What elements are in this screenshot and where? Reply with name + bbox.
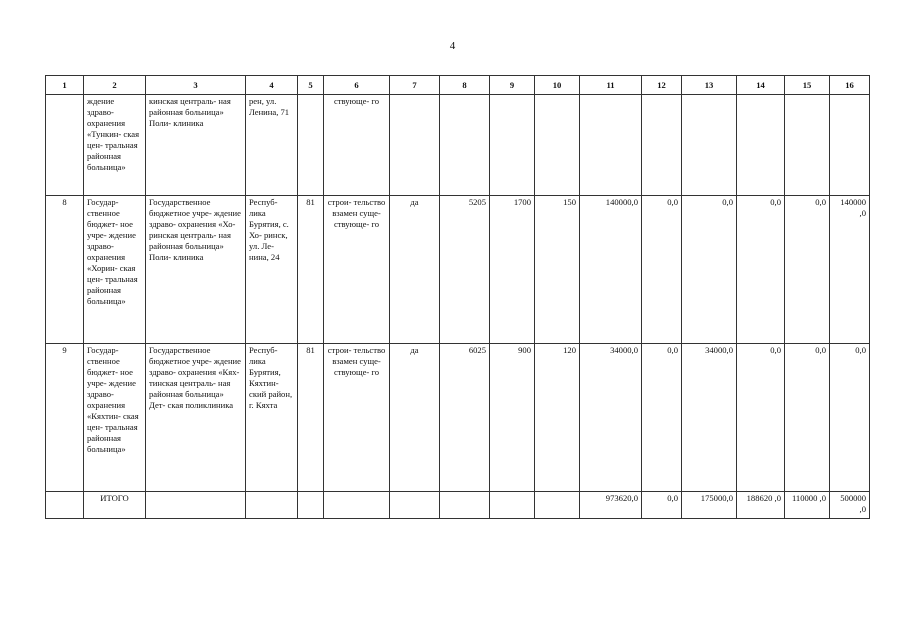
cell-number [46, 95, 84, 196]
cell-number [46, 492, 84, 519]
cell-amount [737, 95, 785, 196]
total-amount: 973620,0 [580, 492, 642, 519]
table-row [46, 344, 870, 492]
page-number: 4 [449, 40, 456, 52]
cell-value [440, 95, 490, 196]
cell-amount: 140000,0 [580, 196, 642, 344]
cell-amount: 0,0 [642, 344, 682, 492]
cell-amount: 0,0 [785, 344, 830, 492]
cell-empty [490, 492, 535, 519]
cell-object: Государственное бюджетное учре- ждение здраво- охранения «Хо- ринская централь- ная районная больница» Поли- клиника [146, 196, 246, 344]
cell-address: Респуб- лика Бурятия, Кяхтин- ский район, г. Кяхта [246, 344, 298, 492]
col-header: 5 [298, 76, 324, 95]
total-amount: 188620 ,0 [737, 492, 785, 519]
cell-value [535, 95, 580, 196]
investment-table [45, 75, 870, 519]
cell-empty [535, 492, 580, 519]
col-header: 9 [490, 76, 535, 95]
cell-institution: Государ- ственное бюджет- ное учре- ждение здраво- охранения «Кяхтин- ская цен- тральная районная больница» [84, 344, 146, 492]
cell-amount [580, 95, 642, 196]
cell-code: 81 [298, 196, 324, 344]
cell-amount [830, 95, 870, 196]
total-label: ИТОГО [84, 492, 146, 519]
cell-address: Респуб- лика Бурятия, с. Хо- ринск, ул. Ле- нина, 24 [246, 196, 298, 344]
cell-work-type: строи- тельство взамен суще- ствующе- го [324, 344, 390, 492]
col-header: 8 [440, 76, 490, 95]
cell-flag: да [390, 344, 440, 492]
col-header: 11 [580, 76, 642, 95]
cell-value: 900 [490, 344, 535, 492]
cell-empty [324, 492, 390, 519]
cell-value: 1700 [490, 196, 535, 344]
cell-code [298, 95, 324, 196]
cell-amount: 0,0 [737, 196, 785, 344]
col-header: 4 [246, 76, 298, 95]
cell-work-type: строи- тельство взамен суще- ствующе- го [324, 196, 390, 344]
cell-institution: Государ- ственное бюджет- ное учре- ждение здраво- охранения «Хорин- ская цен- тральная районная больница» [84, 196, 146, 344]
col-header: 2 [84, 76, 146, 95]
cell-amount [682, 95, 737, 196]
cell-amount: 0,0 [642, 196, 682, 344]
cell-amount: 0,0 [830, 344, 870, 492]
cell-code: 81 [298, 344, 324, 492]
cell-number: 9 [46, 344, 84, 492]
cell-amount: 34000,0 [580, 344, 642, 492]
col-header: 1 [46, 76, 84, 95]
col-header: 13 [682, 76, 737, 95]
col-header: 15 [785, 76, 830, 95]
cell-amount: 0,0 [682, 196, 737, 344]
cell-empty [146, 492, 246, 519]
cell-work-type: ствующе- го [324, 95, 390, 196]
cell-flag [390, 95, 440, 196]
total-amount: 0,0 [642, 492, 682, 519]
cell-amount [642, 95, 682, 196]
cell-value: 6025 [440, 344, 490, 492]
col-header: 3 [146, 76, 246, 95]
cell-empty [298, 492, 324, 519]
total-amount: 175000,0 [682, 492, 737, 519]
cell-object: Государственное бюджетное учре- ждение здраво- охранения «Кях- тинская централь- ная районная больница» Дет- ская поликлиника [146, 344, 246, 492]
table-row [46, 95, 870, 196]
cell-number: 8 [46, 196, 84, 344]
total-amount: 500000 ,0 [830, 492, 870, 519]
cell-flag: да [390, 196, 440, 344]
cell-empty [440, 492, 490, 519]
cell-object: кинская централь- ная районная больница» Поли- клиника [146, 95, 246, 196]
cell-amount: 140000 ,0 [830, 196, 870, 344]
col-header: 12 [642, 76, 682, 95]
total-amount: 110000 ,0 [785, 492, 830, 519]
table-row [46, 196, 870, 344]
cell-value: 120 [535, 344, 580, 492]
cell-value [490, 95, 535, 196]
cell-value: 150 [535, 196, 580, 344]
cell-empty [390, 492, 440, 519]
cell-empty [246, 492, 298, 519]
cell-address: рен, ул. Ленина, 71 [246, 95, 298, 196]
cell-amount: 34000,0 [682, 344, 737, 492]
col-header: 16 [830, 76, 870, 95]
cell-value: 5205 [440, 196, 490, 344]
col-header: 10 [535, 76, 580, 95]
cell-amount: 0,0 [785, 196, 830, 344]
total-row [46, 492, 870, 519]
col-header: 7 [390, 76, 440, 95]
header-row [46, 76, 870, 95]
cell-institution: ждение здраво- охранения «Тункин- ская цен- тральная районная больница» [84, 95, 146, 196]
col-header: 14 [737, 76, 785, 95]
cell-amount [785, 95, 830, 196]
col-header: 6 [324, 76, 390, 95]
cell-amount: 0,0 [737, 344, 785, 492]
